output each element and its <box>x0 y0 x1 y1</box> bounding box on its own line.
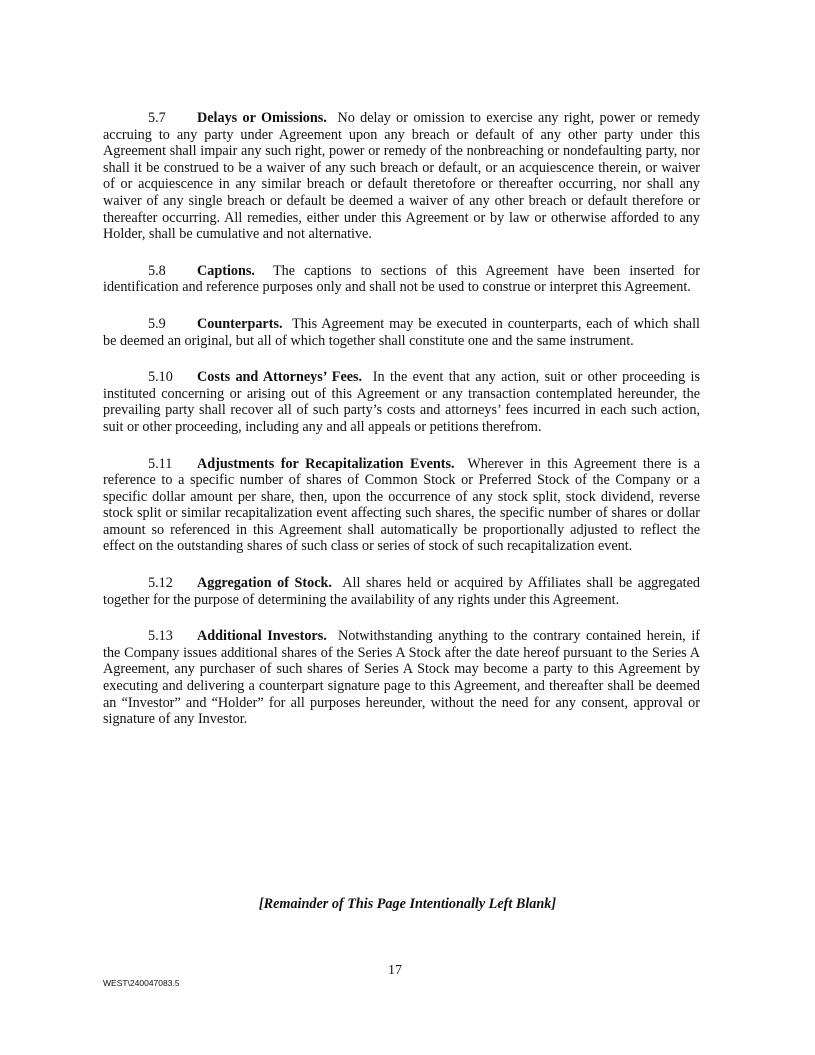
section-text: The captions to sections of this Agreement have been inserted for identification and reference purposes only and shall not be used to construe or interpret this Agreement. <box>103 262 700 296</box>
section-text: In the event that any action, suit or other proceeding is instituted concerning or arising out of this Agreement or any transaction contemplated hereunder, the prevailing party shall recover all of such party’s costs and attorneys’ fees incurred in each such action, suit or other proceeding, including any and all appeals or petitions therefrom. <box>103 369 700 435</box>
section-number: 5.8 <box>148 262 166 279</box>
section-5-8 <box>103 263 700 296</box>
section-heading: Adjustments for Recapitalization Events. <box>197 455 455 472</box>
section-text: Wherever in this Agreement there is a reference to a specific number of shares of Common Stock or Preferred Stock of the Company or a specific dollar amount per share, then, upon the occurrence of any stock split, stock dividend, reverse stock split or similar recapitalization event affecting such shares, the specific number of shares or dollar amount so referenced in this Agreement shall automatically be proportionally adjusted to reflect the effect on the outstanding shares of such class or series of stock of such recapitalization event. <box>103 455 701 555</box>
section-5-13 <box>103 628 700 728</box>
section-number: 5.12 <box>148 575 173 592</box>
page-number: 17 <box>388 963 402 978</box>
section-number: 5.7 <box>148 110 166 126</box>
document-body <box>103 110 700 748</box>
section-heading: Additional Investors. <box>197 628 327 645</box>
section-heading: Aggregation of Stock. <box>197 575 332 592</box>
section-number: 5.10 <box>148 369 173 386</box>
section-number: 5.9 <box>148 315 166 332</box>
section-5-11 <box>103 456 700 556</box>
section-5-10 <box>103 369 700 435</box>
section-heading: Costs and Attorneys’ Fees. <box>197 369 363 386</box>
section-number: 5.11 <box>148 455 173 472</box>
section-text: Notwithstanding anything to the contrary contained herein, if the Company issues additional shares of the Series A Stock after the date hereof pursuant to the Series A Agreement, any purchaser of such shares of Series A Stock may become a party to this Agreement by executing and delivering a counterpart signature page to this Agreement, and thereafter shall be deemed an “Investor” and “Holder” for all purposes hereunder, without the need for any consent, approval or signature of any Investor. <box>103 628 700 728</box>
section-5-7 <box>103 110 700 243</box>
section-text: All shares held or acquired by Affiliates shall be aggregated together for the purpose of determining the availability of any rights under this Agreement. <box>103 575 701 608</box>
section-5-9 <box>103 316 700 349</box>
section-text: This Agreement may be executed in counterparts, each of which shall be deemed an original, but all of which together shall constitute one and the same instrument. <box>103 315 700 349</box>
section-5-12 <box>103 575 700 608</box>
remainder-note: [Remainder of This Page Intentionally Left Blank] <box>258 896 557 912</box>
section-number: 5.13 <box>148 628 173 645</box>
section-heading: Counterparts. <box>197 315 283 332</box>
section-heading: Captions. <box>197 262 255 279</box>
section-heading: Delays or Omissions. <box>197 110 327 126</box>
document-id: WEST\240047083.5 <box>103 978 180 988</box>
section-text: No delay or omission to exercise any right, power or remedy accruing to any party under Agreement upon any breach or default of any other party under this Agreement shall impair any such right, power or remedy of the nonbreaching or nondefaulting party, nor shall it be construed to be a waiver of any such breach or default, or an acquiescence therein, or waiver of or acquiescence in any similar breach or default theretofore or thereafter occurring, nor shall any waiver of any single breach or default be deemed a waiver of any other breach or default therefore or thereafter occurring. All remedies, either under this Agreement or by law or otherwise afforded to any Holder, shall be cumulative and not alternative. <box>103 110 700 243</box>
